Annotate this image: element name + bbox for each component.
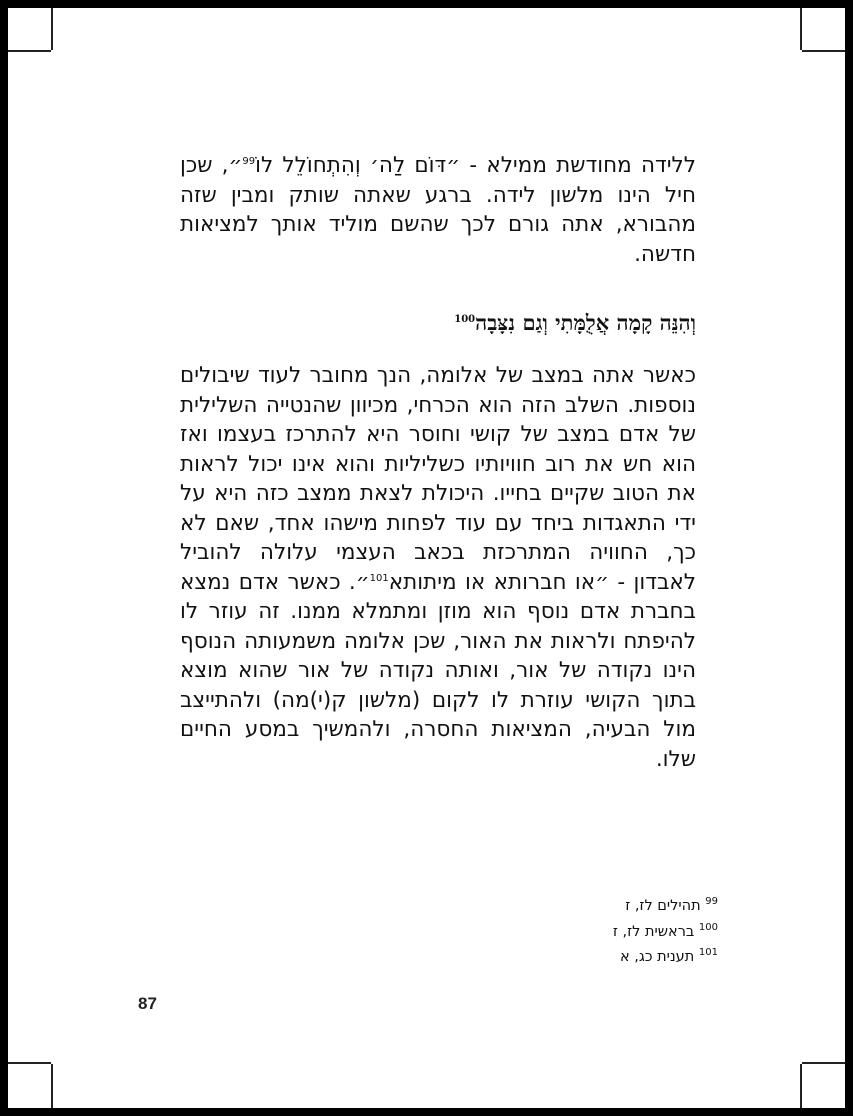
crop-mark-top-right-h xyxy=(802,50,845,52)
footnote-number: 99 xyxy=(705,896,718,908)
crop-mark-top-left-v xyxy=(51,8,53,50)
crop-mark-bottom-left-h xyxy=(8,1062,51,1064)
page-number: 87 xyxy=(138,994,157,1013)
footnote-101 xyxy=(408,949,718,975)
footnote-100 xyxy=(408,921,718,950)
footnote-ref-101: 101 xyxy=(369,572,389,584)
section-heading xyxy=(308,310,696,336)
crop-mark-top-left-h xyxy=(8,50,51,52)
footnote-ref-99: 99 xyxy=(242,155,256,167)
footnote-text: בראשית לז, ז xyxy=(612,923,695,940)
book-page xyxy=(8,8,845,1108)
paragraph-2-part-1: כאשר אתה במצב של אלומה, הנך מחובר לעוד שיבולים נוספות. השלב הזה הוא הכרחי, מכיוון שהנטייה השלילית של אדם במצב של קושי וחוסר היא להתרכז בעצמו ואז הוא חש את רוב חוויותיו כשליליות והוא אינו יכול לראות את הטוב שקיים בחייו. היכולת לצאת ממצב כזה היא על ידי התאגדות ביחד עם עוד לפחות מישהו אחד, שאם לא כך, החוויה המתרכזת בכאב העצמי עלולה להוביל לאבדון - ״או חברותא או מיתותא xyxy=(180,363,696,595)
footnote-ref-100: 100 xyxy=(454,314,476,325)
paragraph-1 xyxy=(180,151,696,269)
footnote-text: תהילים לז, ז xyxy=(625,898,701,914)
crop-mark-bottom-right-h xyxy=(802,1062,845,1064)
footnote-number: 100 xyxy=(698,921,718,933)
paragraph-1-quote: דּוֹם לַה׳ וְהִתְחוֹלֵל לוֹ xyxy=(255,153,447,178)
footnotes xyxy=(408,898,718,975)
paragraph-2-part-2: ״. כאשר אדם נמצא בחברת אדם נוסף הוא מוזן ומתמלא ממנו. זה עוזר לו להיפתח ולראות את האור, שכן אלומה משמעותה הנוסף הינו נקודה של אור, ואותה נקודה של אור שהוא מוצא בתוך הקושי עוזרת לו לקום (מלשון ק(י)מה) ולהתייצב מול הבעיה, המציאות החסרה, ולהמשיך במסע החיים שלו. xyxy=(180,569,696,772)
section-heading-text: וְהִנֵּה קָמָה אֲלֻמָּתִי וְגַם נִצָּבָה xyxy=(475,310,696,335)
crop-mark-bottom-left-v xyxy=(51,1064,53,1108)
footnote-99 xyxy=(408,898,718,924)
crop-mark-bottom-right-v xyxy=(800,1064,802,1108)
paragraph-2 xyxy=(180,361,696,774)
footnote-text: תענית כג, א xyxy=(619,949,695,965)
paragraph-1-body: ״, שכן חיל הינו מלשון לידה. ברגע שאתה שותק ומבין שזה מהבורא, אתה גורם לכך שהשם מוליד אותך למציאות חדשה. xyxy=(180,153,696,267)
paragraph-1-intro: ללידה מחודשת ממילא - ״ xyxy=(446,153,696,178)
footnote-number: 101 xyxy=(698,947,718,959)
crop-mark-top-right-v xyxy=(800,8,802,50)
